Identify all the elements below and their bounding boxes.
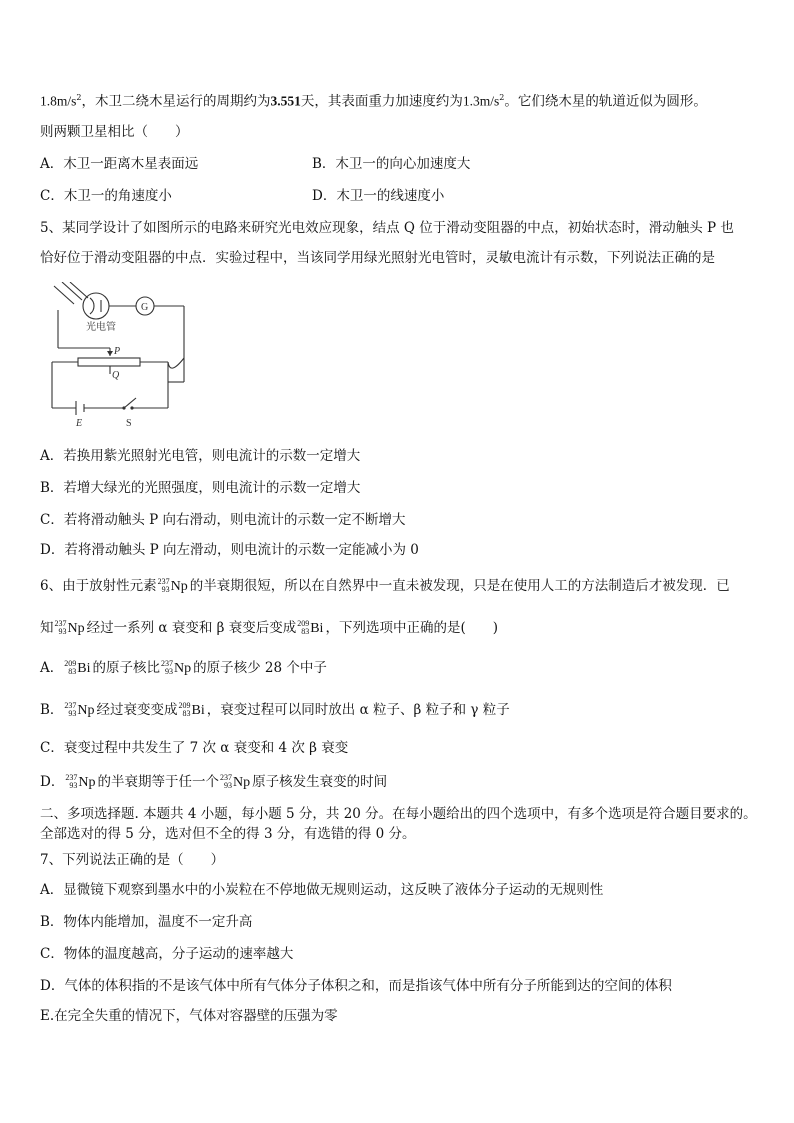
atomic-number: 93 [68, 708, 77, 718]
text-span: 天，其表面重力加速度约为 [300, 93, 463, 110]
section2-instructions-line1: 二、多项选择题. 本题共 4 小题，每小题 5 分，共 20 分。在每小题给出的四个选项中，有多个选项是符合题目要求的。 [40, 806, 757, 822]
element-symbol: Np [170, 579, 188, 594]
phototube-label: 光电管 [86, 322, 116, 333]
text-span: B． [40, 702, 64, 718]
element-symbol: Np [232, 775, 251, 790]
text-span: 的原子核比 [92, 660, 160, 676]
section2-instructions-line2: 全部选对的得 5 分，选对但不全的得 3 分，有选错的得 0 分。 [40, 826, 416, 842]
exponent: 2 [499, 93, 505, 102]
gravity-value-1: 1.8m/s [40, 93, 77, 109]
mass-number: 209 [297, 618, 310, 628]
text-span: 。它们绕木星的轨道近似为圆形。 [504, 93, 707, 110]
element-symbol: Np [78, 775, 96, 790]
element-symbol: Bi [77, 661, 91, 676]
q7-option-a[interactable]: A．显微镜下观察到墨水中的小炭粒在不停地做无规则运动，这反映了液体分子运动的无规则性 [40, 882, 604, 898]
text-span: D． [40, 774, 65, 790]
exponent: 2 [76, 93, 82, 102]
slider-arrow-icon [107, 351, 113, 356]
battery-e-label: E [76, 418, 83, 428]
q6-option-b[interactable] [40, 700, 510, 721]
text-span: A． [40, 660, 64, 676]
gravity-value-2: 1.3m/s [462, 93, 500, 109]
atomic-number: 83 [182, 708, 191, 718]
q4-option-d[interactable]: D．木卫一的线速度小 [312, 188, 445, 204]
q7-option-d[interactable]: D．气体的体积指的不是该气体中所有气体分子体积之和，而是指该气体中所有分子所能到达的空间的体积 [40, 978, 672, 994]
atomic-number: 93 [223, 780, 232, 790]
bi-nuclide [179, 700, 205, 721]
text-span: 的半衰期等于任一个 [97, 774, 219, 790]
element-symbol: Bi [191, 703, 205, 718]
atomic-number: 93 [69, 780, 78, 790]
text-span: 的原子核少 28 个中子 [193, 660, 327, 676]
q4-options-row-1 [40, 154, 740, 174]
switch-s-label: S [126, 418, 132, 428]
node-q-label: Q [112, 370, 120, 381]
q4-option-a[interactable]: A．木卫一距离木星表面远 [40, 156, 199, 172]
q5-option-a[interactable]: A．若换用紫光照射光电管，则电流计的示数一定增大 [40, 448, 361, 464]
text-span: 原子核发生衰变的时间 [252, 774, 388, 790]
mass-number: 237 [65, 772, 78, 782]
np-nuclide [158, 576, 188, 597]
q7-stem: 7、下列说法正确的是（ ） [40, 852, 225, 868]
np-nuclide [55, 618, 85, 639]
np-nuclide [65, 772, 95, 793]
q5-stem-line2: 恰好位于滑动变阻器的中点．实验过程中，当该同学用绿光照射光电管时，灵敏电流计有示数，下列说法正确的是 [40, 250, 715, 266]
mass-number: 237 [54, 618, 67, 628]
mass-number: 237 [160, 658, 173, 668]
q6-stem-line1 [40, 576, 730, 597]
np-nuclide [64, 700, 94, 721]
slider-p-label: P [114, 346, 121, 357]
np-nuclide [161, 658, 191, 679]
text-span: 6、由于放射性元素 [40, 578, 157, 594]
q6-option-d[interactable] [40, 772, 387, 793]
np-nuclide [220, 772, 250, 793]
q4-option-c[interactable]: C．木卫一的角速度小 [40, 188, 172, 204]
atomic-number: 93 [58, 626, 67, 636]
text-span: ，下列选项中正确的是( ) [325, 620, 498, 636]
q4-option-b[interactable]: B．木卫一的向心加速度大 [312, 156, 471, 172]
mass-number: 237 [157, 576, 170, 586]
text-span: 知 [40, 620, 54, 636]
mass-number: 237 [64, 700, 77, 710]
q7-option-e[interactable]: E.在完全失重的情况下，气体对容器壁的压强为零 [40, 1008, 338, 1024]
q5-option-c[interactable]: C．若将滑动触头 P 向右滑动，则电流计的示数一定不断增大 [40, 512, 406, 528]
q5-stem-line1: 5、某同学设计了如图所示的电路来研究光电效应现象，结点 Q 位于滑动变阻器的中点，初始状态时，滑动触头 P 也 [40, 220, 734, 236]
text-span: 经过一系列 α 衰变和 β 衰变后变成 [86, 620, 297, 636]
text-span: ，木卫二绕木星运行的周期约为 [81, 93, 271, 110]
q5-option-b[interactable]: B．若增大绿光的光照强度，则电流计的示数一定增大 [40, 480, 361, 496]
q6-option-a[interactable] [40, 658, 327, 679]
q6-stem-line2 [40, 618, 498, 639]
atomic-number: 93 [164, 666, 173, 676]
atomic-number: 83 [68, 666, 77, 676]
galvanometer-label: G [141, 302, 149, 313]
photoelectric-circuit-diagram [44, 282, 204, 428]
mass-number: 209 [178, 700, 191, 710]
bi-nuclide [297, 618, 323, 639]
period-value: 3.551 [270, 93, 301, 109]
atomic-number: 93 [161, 584, 170, 594]
q4-stem-line2: 则两颗卫星相比（ ） [40, 124, 189, 140]
bi-nuclide [64, 658, 90, 679]
text-span: 经过衰变变成 [96, 702, 178, 718]
q5-option-d[interactable]: D．若将滑动触头 P 向左滑动，则电流计的示数一定能减小为 0 [40, 542, 419, 558]
q4-stem-line1 [40, 88, 707, 112]
q4-options-row-2 [40, 186, 740, 206]
atomic-number: 83 [301, 626, 310, 636]
element-symbol: Np [77, 703, 95, 718]
q7-option-b[interactable]: B．物体内能增加，温度不一定升高 [40, 914, 253, 930]
mass-number: 237 [219, 772, 232, 782]
q7-option-c[interactable]: C．物体的温度越高，分子运动的速率越大 [40, 946, 294, 962]
element-symbol: Np [173, 661, 192, 676]
text-span: 的半衰期很短，所以在自然界中一直未被发现，只是在使用人工的方法制造后才被发现．已 [189, 578, 730, 594]
mass-number: 209 [64, 658, 77, 668]
q6-option-c[interactable]: C．衰变过程中共发生了 7 次 α 衰变和 4 次 β 衰变 [40, 740, 349, 756]
element-symbol: Np [67, 621, 85, 636]
element-symbol: Bi [310, 621, 324, 636]
text-span: ，衰变过程可以同时放出 α 粒子、β 粒子和 γ 粒子 [206, 702, 510, 718]
